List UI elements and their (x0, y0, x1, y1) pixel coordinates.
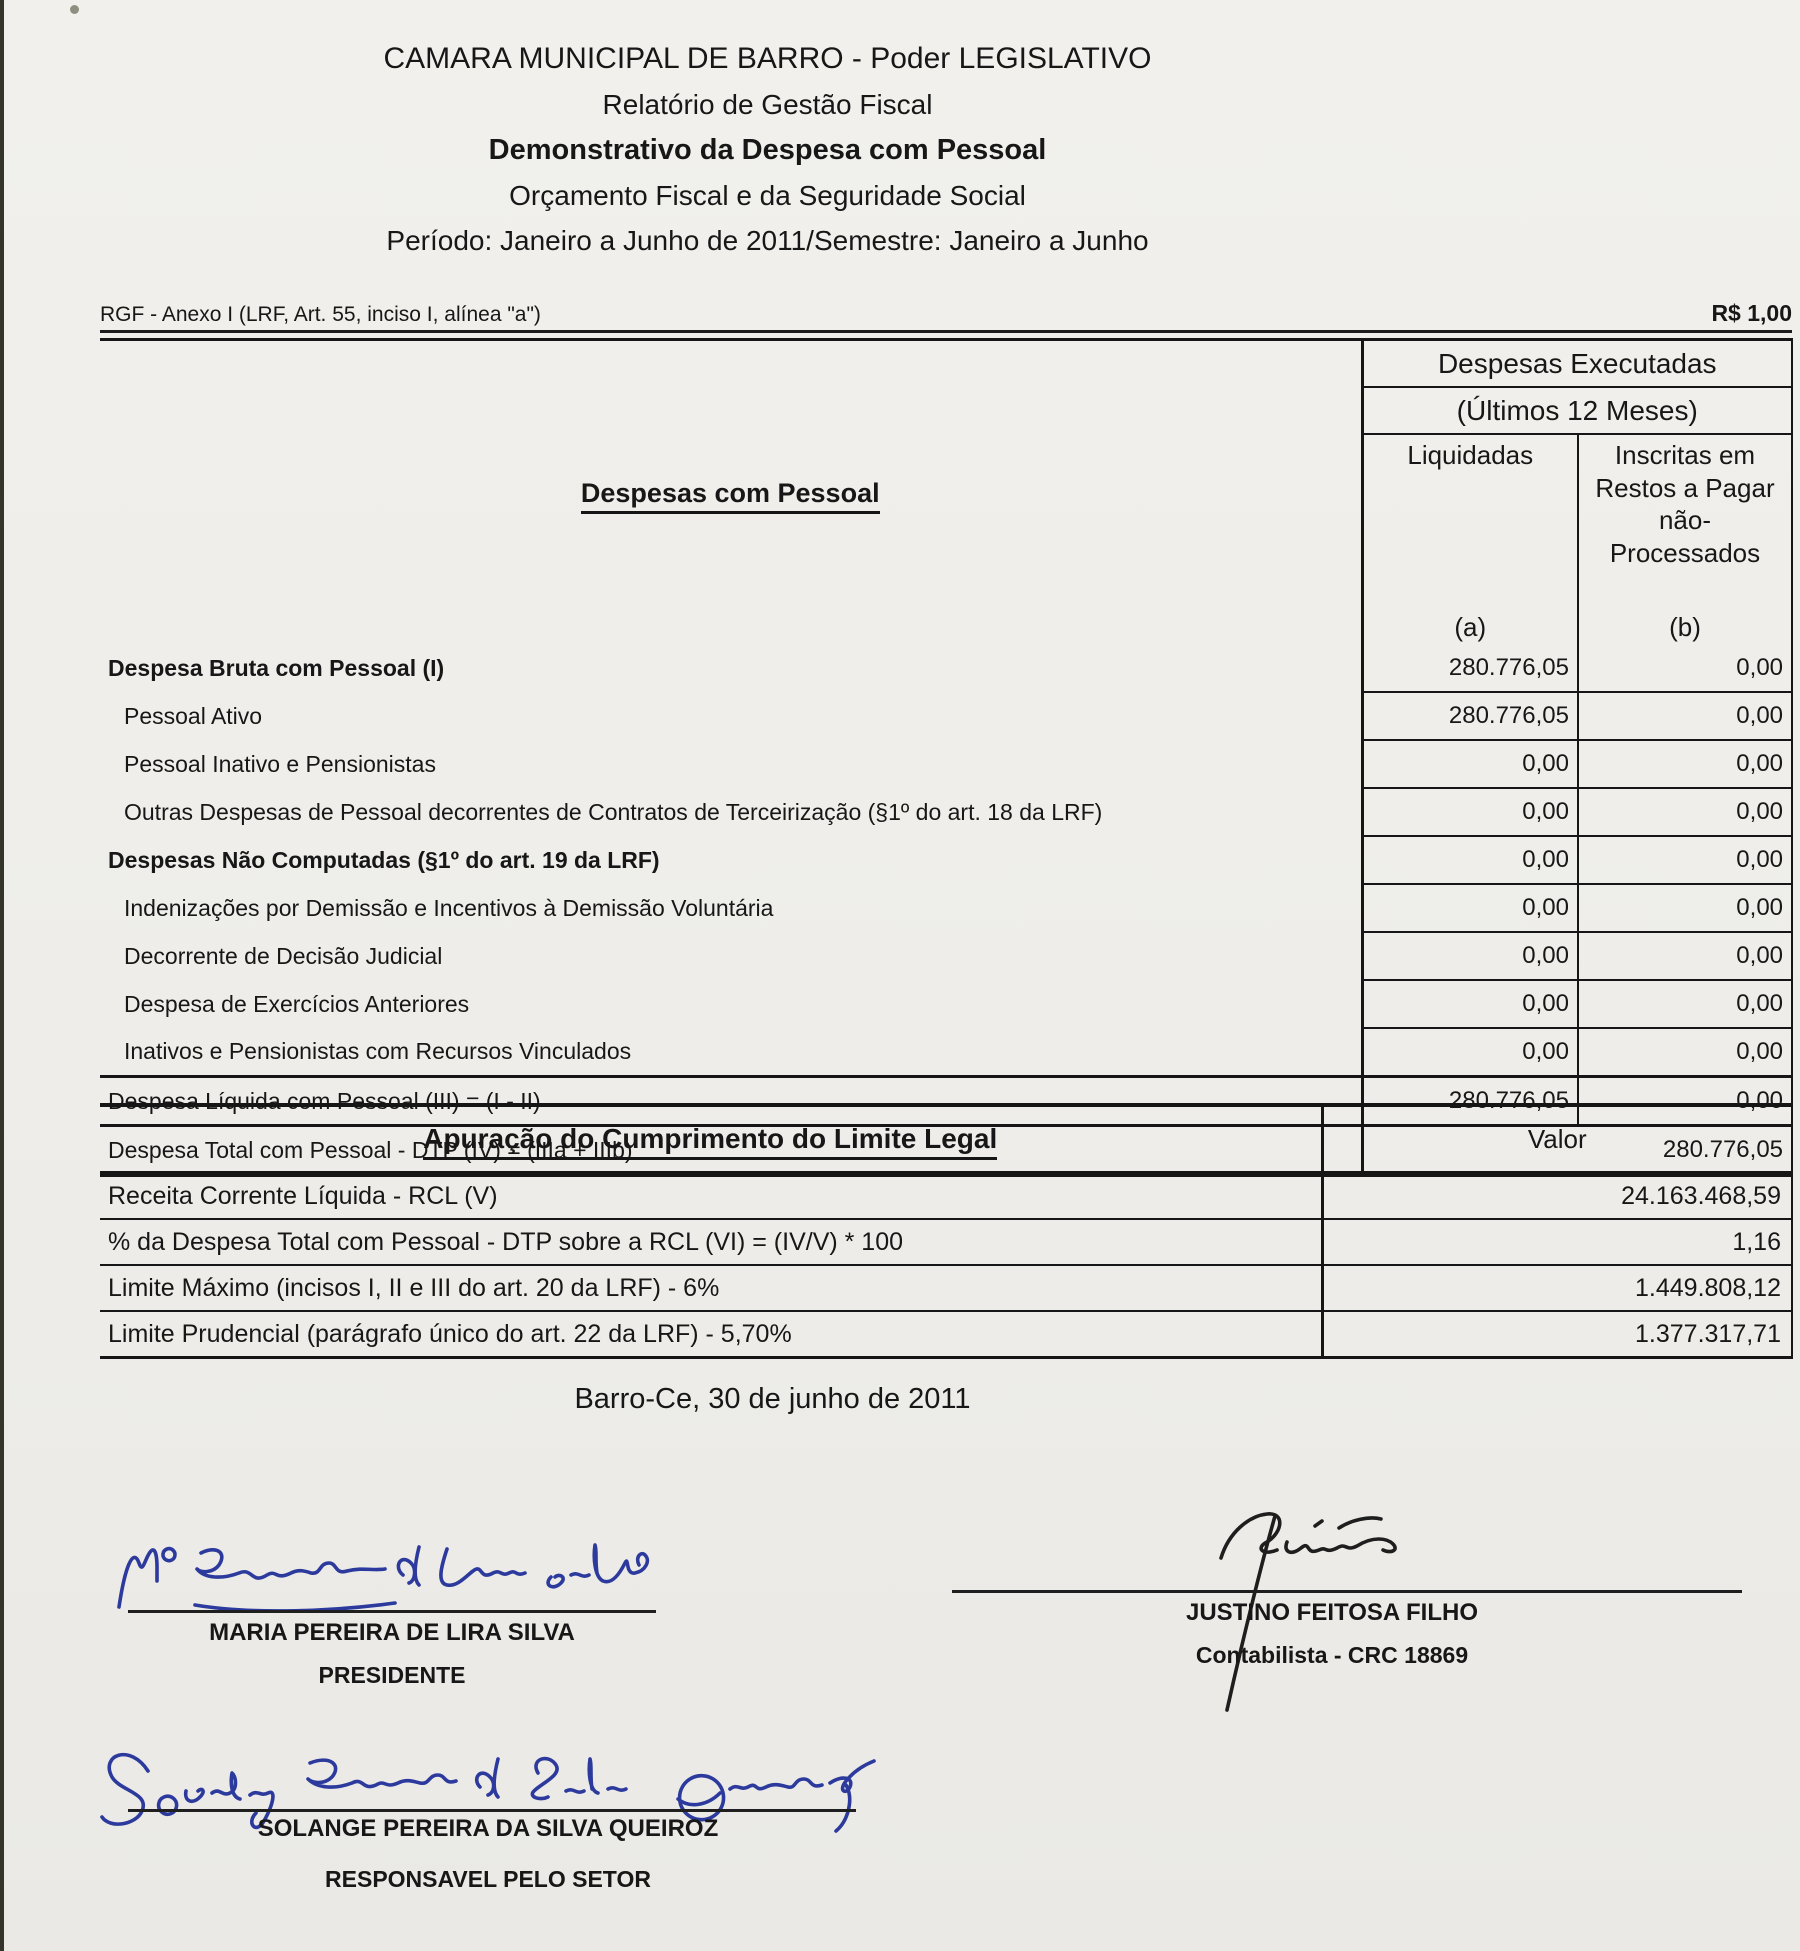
limit-row-label: Limite Máximo (incisos I, II e III do art. 20 da LRF) - 6% (100, 1265, 1322, 1311)
limit-table-body (100, 1173, 1792, 1358)
row-label: Despesas Não Computadas (§1º do art. 19 da LRF) (100, 836, 1362, 884)
org-title: CAMARA MUNICIPAL DE BARRO - Poder LEGISLATIVO (383, 42, 1152, 75)
row-header-title: Despesas com Pessoal (581, 478, 880, 514)
value-inscritas: 0,00 (1578, 692, 1792, 740)
row-label: Despesa de Exercícios Anteriores (100, 980, 1362, 1028)
personnel-row (100, 932, 1792, 980)
row-label: Pessoal Ativo (100, 692, 1362, 740)
row-label: Indenizações por Demissão e Incentivos à Demissão Voluntária (100, 884, 1362, 932)
row-label: Despesa Líquida com Pessoal (III) = (I - II) (100, 1077, 1362, 1126)
value-liquidadas: 0,00 (1362, 788, 1578, 836)
personnel-row (100, 692, 1792, 740)
limit-row (100, 1265, 1792, 1311)
limit-header-row (100, 1105, 1792, 1173)
signer-name: SOLANGE PEREIRA DA SILVA QUEIROZ (257, 1815, 719, 1842)
limit-header-title: Apuração do Cumprimento do Limite Legal (423, 1123, 997, 1160)
value-liquidadas: 0,00 (1362, 884, 1578, 932)
personnel-row (100, 645, 1792, 692)
limit-row (100, 1173, 1792, 1220)
limit-row-label: Receita Corrente Líquida - RCL (V) (100, 1173, 1322, 1220)
signature-line-sector (128, 1809, 856, 1812)
period-line: Período: Janeiro a Junho de 2011/Semestre: Janeiro a Junho (386, 225, 1149, 256)
scanner-edge-artifact (0, 0, 4, 1951)
value-liquidadas: 0,00 (1362, 740, 1578, 788)
col-b-key: (b) (1669, 612, 1701, 642)
group-subheader: (Últimos 12 Meses) (1362, 387, 1792, 434)
limit-header-cell (100, 1105, 1322, 1173)
personnel-row (100, 1028, 1792, 1077)
signer-name: JUSTINO FEITOSA FILHO (1185, 1599, 1479, 1626)
value-inscritas: 0,00 (1578, 788, 1792, 836)
limit-row-value: 24.163.468,59 (1322, 1173, 1792, 1220)
signer-name: MARIA PEREIRA DE LIRA SILVA (209, 1619, 575, 1646)
statement-title: Demonstrativo da Despesa com Pessoal (488, 134, 1047, 166)
value-inscritas: 0,00 (1578, 932, 1792, 980)
signature-line-accountant (952, 1590, 1742, 1593)
limit-row (100, 1311, 1792, 1358)
signer-role: Contabilista - CRC 18869 (1195, 1642, 1469, 1668)
personnel-row (100, 884, 1792, 932)
row-label: Despesa Bruta com Pessoal (I) (100, 645, 1362, 692)
signature-block-president (128, 1621, 656, 1687)
limit-compliance-table (100, 1103, 1793, 1359)
value-inscritas: 0,00 (1578, 1077, 1792, 1126)
value-inscritas: 0,00 (1578, 1028, 1792, 1077)
personnel-row (100, 980, 1792, 1028)
value-liquidadas: 0,00 (1362, 932, 1578, 980)
signer-role: RESPONSAVEL PELO SETOR (325, 1866, 651, 1892)
col-b-header (1578, 434, 1792, 645)
budget-subtitle: Orçamento Fiscal e da Seguridade Social (509, 180, 1026, 211)
total-row-value: 280.776,05 (1662, 1136, 1784, 1163)
report-title: Relatório de Gestão Fiscal (602, 89, 933, 120)
total-row-label: Despesa Total com Pessoal - DTP (IV) = (IIIa + IIIb) (100, 1126, 1362, 1176)
limit-row-value: 1.449.808,12 (1322, 1265, 1792, 1311)
value-liquidadas: 0,00 (1362, 980, 1578, 1028)
row-label: Decorrente de Decisão Judicial (100, 932, 1362, 980)
value-liquidadas: 280.776,05 (1362, 692, 1578, 740)
row-label: Inativos e Pensionistas com Recursos Vinculados (100, 1028, 1362, 1077)
row-label: Outras Despesas de Pessoal decorrentes de Contratos de Terceirização (§1º do art. 18 da LRF) (100, 788, 1362, 836)
personnel-expense-table (100, 338, 1793, 1177)
col-a-header (1362, 434, 1578, 645)
limit-row-value: 1,16 (1322, 1219, 1792, 1265)
value-inscritas: 0,00 (1578, 740, 1792, 788)
date-line: Barro-Ce, 30 de junho de 2011 (574, 1383, 971, 1415)
document-header (0, 44, 1535, 255)
currency-note: R$ 1,00 (1711, 300, 1792, 326)
limit-row-value: 1.377.317,71 (1635, 1319, 1781, 1348)
value-liquidadas: 280.776,05 (1362, 1077, 1578, 1126)
limit-row-label: % da Despesa Total com Pessoal - DTP sobre a RCL (VI) = (IV/V) * 100 (100, 1219, 1322, 1265)
row-header-cell (100, 340, 1362, 646)
row-label: Pessoal Inativo e Pensionistas (100, 740, 1362, 788)
signature-line-president (128, 1610, 656, 1613)
personnel-row (100, 740, 1792, 788)
col-b-label: Inscritas em Restos a Pagar não-Processados (1595, 440, 1775, 568)
col-a-label: Liquidadas (1407, 440, 1534, 470)
value-liquidadas: 280.776,05 (1362, 645, 1578, 692)
group-header: Despesas Executadas (1362, 340, 1792, 388)
value-inscritas: 0,00 (1578, 645, 1792, 692)
value-liquidadas: 0,00 (1362, 1028, 1578, 1077)
limit-row-label: Limite Prudencial (parágrafo único do art. 22 da LRF) - 5,70% (100, 1311, 1322, 1358)
scan-speck (70, 5, 79, 14)
annex-row (100, 300, 1792, 333)
signature-block-sector (118, 1817, 858, 1891)
personnel-table-body (100, 645, 1792, 1175)
value-inscritas: 0,00 (1578, 884, 1792, 932)
value-inscritas: 0,00 (1578, 980, 1792, 1028)
signature-block-accountant (1032, 1601, 1632, 1667)
value-column-header: Valor (1322, 1105, 1792, 1173)
group-header-row (100, 340, 1792, 388)
col-a-key: (a) (1454, 612, 1487, 642)
personnel-row (100, 836, 1792, 884)
personnel-row (100, 788, 1792, 836)
annex-note: RGF - Anexo I (LRF, Art. 55, inciso I, alínea "a") (100, 303, 541, 326)
value-liquidadas: 0,00 (1362, 836, 1578, 884)
signer-role: PRESIDENTE (318, 1662, 466, 1688)
limit-row (100, 1219, 1792, 1265)
value-inscritas: 0,00 (1578, 836, 1792, 884)
